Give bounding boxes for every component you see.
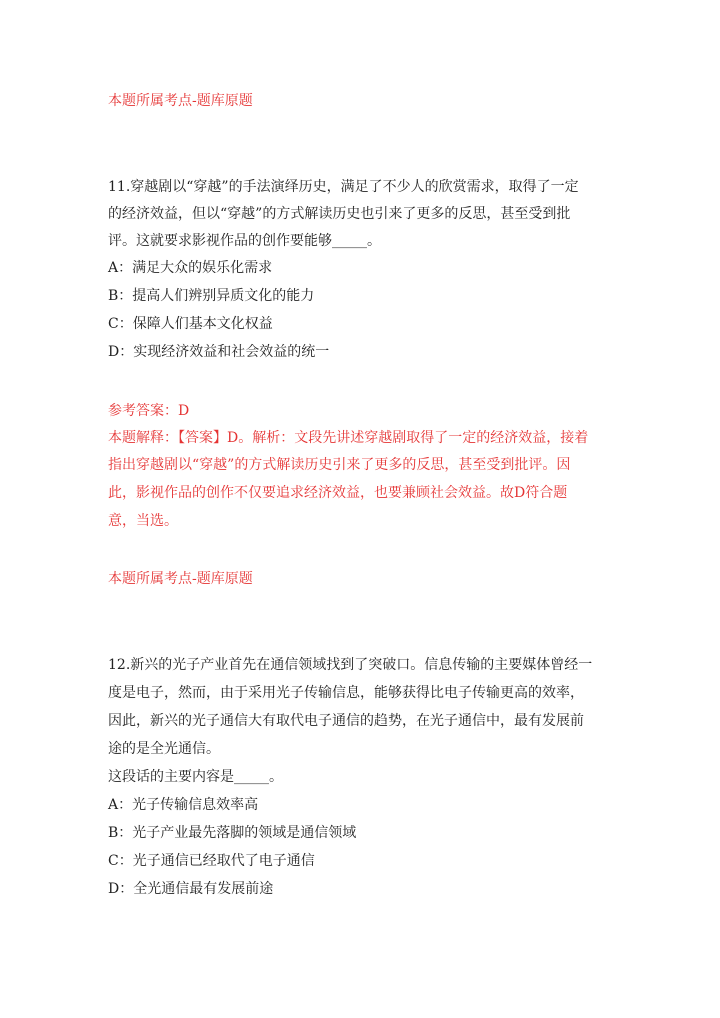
- explanation-line: 意，当选。: [108, 513, 178, 529]
- option-d: D：实现经济效益和社会效益的统一: [108, 344, 330, 360]
- question-prompt: 这段话的主要内容是_____。: [108, 769, 283, 785]
- option-c: C：保障人们基本文化权益: [108, 316, 273, 332]
- question-stem-line: 因此，新兴的光子通信大有取代电子通信的趋势，在光子通信中，最有发展前: [108, 713, 584, 729]
- explanation-line: 此，影视作品的创作不仅要追求经济效益，也要兼顾社会效益。故D符合题: [108, 485, 568, 501]
- source-tag: 本题所属考点-题库原题: [108, 571, 253, 587]
- option-c: C：光子通信已经取代了电子通信: [108, 853, 315, 869]
- question-stem-line: 评。这就要求影视作品的创作要能够_____。: [108, 233, 381, 249]
- option-b: B：光子产业最先落脚的领域是通信领域: [108, 825, 357, 841]
- question-stem-line: 12.新兴的光子产业首先在通信领域找到了突破口。信息传输的主要媒体曾经一: [108, 657, 593, 673]
- option-a: A：满足大众的娱乐化需求: [108, 260, 273, 276]
- question-stem-line: 11.穿越剧以“穿越”的手法演绎历史，满足了不少人的欣赏需求，取得了一定: [108, 179, 579, 195]
- explanation-line: 指出穿越剧以“穿越”的方式解读历史引来了更多的反思，甚至受到批评。因: [108, 457, 571, 473]
- option-d: D：全光通信最有发展前途: [108, 881, 274, 897]
- source-tag: 本题所属考点-题库原题: [108, 93, 253, 109]
- option-a: A：光子传输信息效率高: [108, 797, 259, 813]
- question-stem-line: 的经济效益，但以“穿越”的方式解读历史也引来了更多的反思，甚至受到批: [108, 206, 571, 222]
- reference-answer: 参考答案：D: [108, 403, 190, 419]
- option-b: B：提高人们辨别异质文化的能力: [108, 288, 315, 304]
- question-stem-line: 度是电子，然而，由于采用光子传输信息，能够获得比电子传输更高的效率，: [108, 685, 584, 701]
- question-stem-line: 途的是全光通信。: [108, 741, 220, 757]
- explanation-line: 本题解释：【答案】D。解析：文段先讲述穿越剧取得了一定的经济效益，接着: [108, 430, 589, 446]
